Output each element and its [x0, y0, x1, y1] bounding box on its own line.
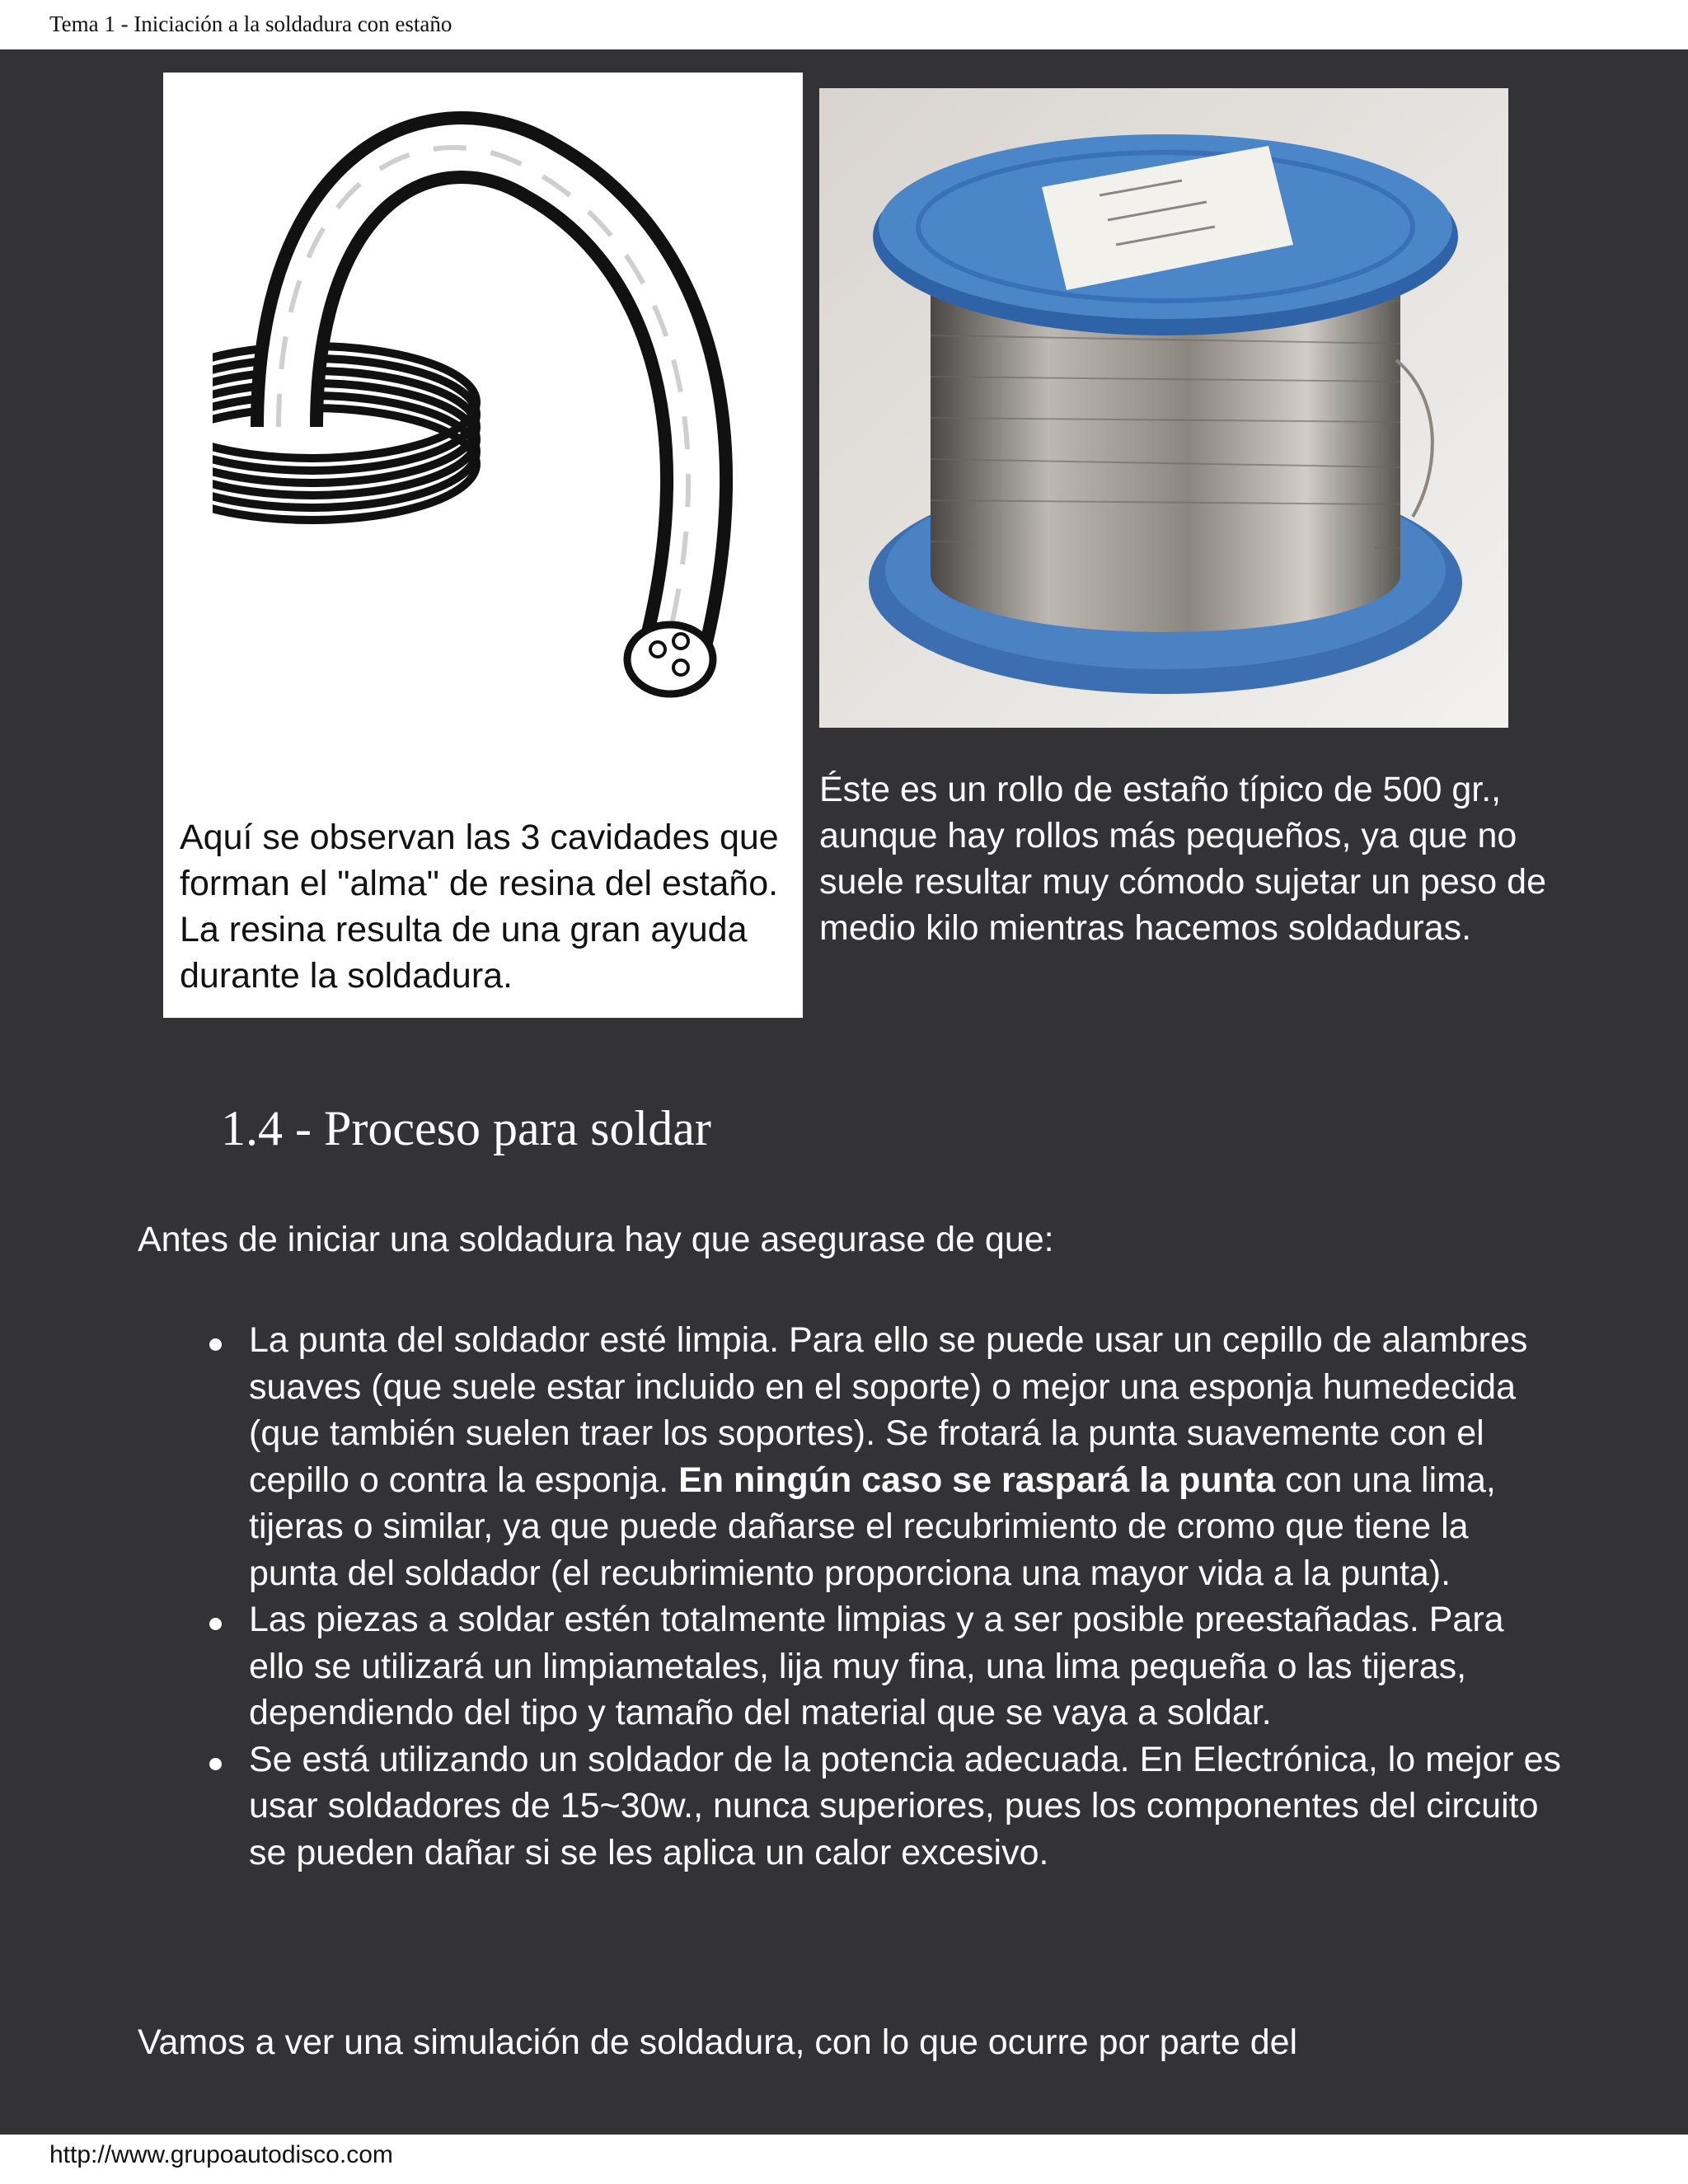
bullet-text-start: La punta del soldador esté limpia. Para ello se puede usar un cepillo de alambres suaves (que suele estar incluido en el soporte) o mejor una esponja humedecida (que también suelen traer los soportes). Se frotará la punta suavemente con el cepillo o contra la esponja. [249, 1320, 1528, 1500]
bullet-text: Se está utilizando un soldador de la potencia adecuada. En Electrónica, lo mejor es usar soldadores de 15~30w., nunca superiores, pues los componentes del circuito se pueden dañar si se les aplica un calor excesivo. [249, 1739, 1562, 1872]
list-item [181, 1736, 1566, 1877]
left-figure-caption: Aquí se observan las 3 cavidades que forman el "alma" de resina del estaño. La resina resulta de una gran ayuda durante la soldadura. [180, 818, 779, 996]
bullet-icon [209, 1338, 222, 1351]
rosin-cores [627, 625, 713, 694]
bullet-text-end: con una lima, tijeras o similar, ya que puede dañarse el recubrimiento de cromo que tiene la punta del soldador (el recubrimiento proporciona una mayor vida a la punta). [249, 1460, 1496, 1593]
footer-url[interactable]: http://www.grupoautodisco.com [49, 2141, 393, 2168]
intro-paragraph: Antes de iniciar una soldadura hay que asegurase de que: [138, 1220, 1054, 1259]
right-figure-caption: Éste es un rollo de estaño típico de 500 gr., aunque hay rollos más pequeños, ya que no suele resultar muy cómodo sujetar un peso de medio kilo mientras hacemos soldaduras. [819, 770, 1546, 948]
checklist [181, 1317, 1566, 1876]
bullet-text: Las piezas a soldar estén totalmente limpias y a ser posible preestañadas. Para ello se utilizará un limpiametales, lija muy fina, una lima pequeña o las tijeras, dependiendo del tipo y tamaño del material que se vaya a soldar. [249, 1600, 1504, 1732]
section-title: 1.4 - Proceso para soldar [221, 1101, 711, 1155]
page-header-title: Tema 1 - Iniciación a la soldadura con estaño [49, 12, 452, 36]
bullet-icon [209, 1758, 222, 1770]
list-item [181, 1596, 1566, 1736]
page-header [0, 0, 1688, 49]
solder-core-figure [163, 73, 803, 1018]
solder-spool-photo [819, 88, 1508, 728]
outro-paragraph: Vamos a ver una simulación de soldadura, con lo que ocurre por parte del [138, 2022, 1298, 2062]
solder-spool-image [819, 88, 1508, 728]
bullet-icon [209, 1618, 222, 1630]
solder-wire-illustration [163, 73, 803, 798]
bullet-bold-warning: En ningún caso se raspará la punta [678, 1460, 1276, 1500]
list-item [181, 1317, 1566, 1596]
page-footer [0, 2135, 1688, 2184]
